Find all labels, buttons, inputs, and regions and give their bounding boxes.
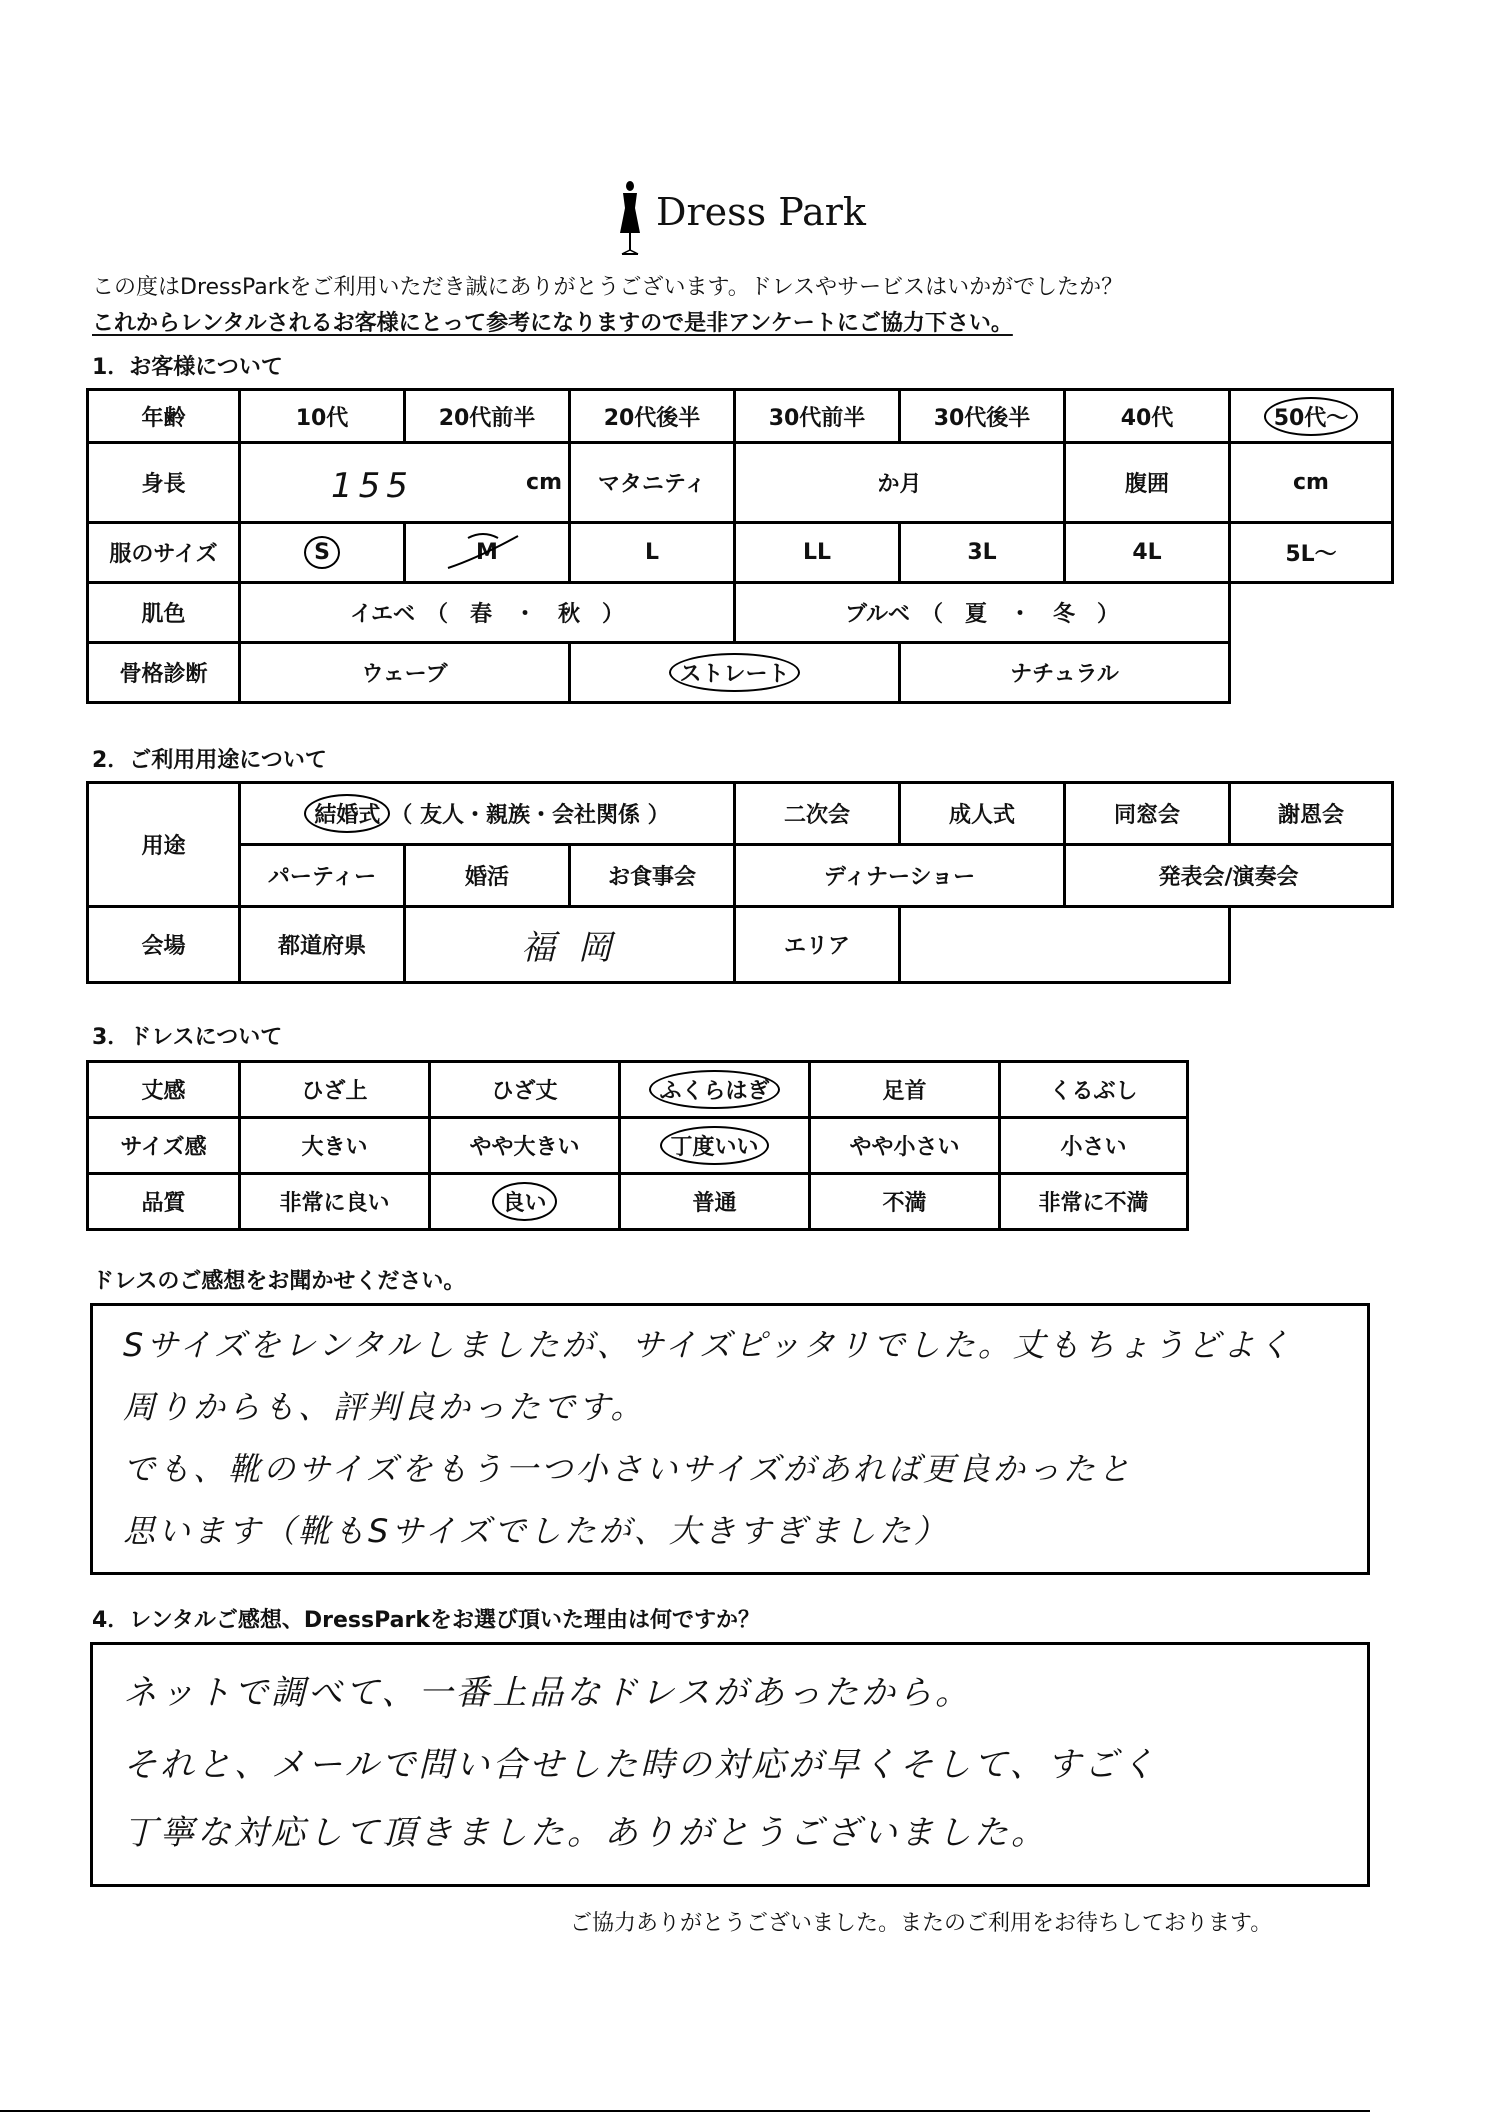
length-option[interactable]: 足首 [810,1062,1000,1118]
dress-comment-line: 思います（靴もSサイズでしたが、大きすぎました） [123,1512,949,1550]
maternity-unit: か月 [877,472,922,497]
age-selected-mark: 50代～ [1264,397,1359,436]
section-3-title: 3．ドレスについて [92,1025,283,1050]
age-option[interactable]: 30代後半 [900,390,1065,443]
maternity-field[interactable] [735,443,1065,523]
dress-comment-line: 周りからも、評判良かったです。 [123,1388,646,1426]
purpose-dosokai[interactable]: 同窓会 [1065,783,1230,845]
section-2-title: 2．ご利用用途について [92,748,327,773]
pref-value: 福 岡 [521,928,618,968]
length-option[interactable]: ひざ丈 [430,1062,620,1118]
quality-option[interactable]: 不満 [810,1174,1000,1230]
height-field[interactable] [240,443,570,523]
purpose-happyo[interactable]: 発表会/演奏会 [1065,845,1393,907]
height-value: 155 [331,466,414,506]
quality-label: 品質 [88,1174,240,1230]
skin-blue[interactable]: ブルベ （ 夏 ・ 冬 ） [735,583,1230,643]
age-option[interactable]: 20代後半 [570,390,735,443]
quality-option[interactable]: 非常に良い [240,1174,430,1230]
pref-field[interactable] [405,907,735,983]
footer-thanks: ご協力ありがとうございました。またのご利用をお待ちしております。 [570,1911,1273,1936]
age-option[interactable]: 20代前半 [405,390,570,443]
age-option[interactable]: 40代 [1065,390,1230,443]
size-option[interactable]: LL [735,523,900,583]
quality-option[interactable]: 普通 [620,1174,810,1230]
waist-unit: cm [1293,470,1329,495]
bone-option[interactable]: ウェーブ [240,643,570,703]
age-label: 年齢 [88,390,240,443]
purpose-shaonkai[interactable]: 謝恩会 [1230,783,1393,845]
age-option[interactable]: 30代前半 [735,390,900,443]
size-option-selected[interactable] [240,523,405,583]
size-option[interactable]: 5L～ [1230,523,1393,583]
fit-option[interactable]: やや大きい [430,1118,620,1174]
dresspark-logo [610,178,870,258]
size-selected-mark: S [304,536,340,569]
purpose-label: 用途 [88,783,240,907]
maternity-label: マタニティ [570,443,735,523]
purpose-shokuji[interactable]: お食事会 [570,845,735,907]
fit-label: サイズ感 [88,1118,240,1174]
dress-comment-title: ドレスのご感想をお聞かせください。 [92,1269,466,1294]
length-label: 丈感 [88,1062,240,1118]
waist-label: 腹囲 [1065,443,1230,523]
fit-option[interactable]: 小さい [1000,1118,1188,1174]
customer-table [86,388,1394,704]
purpose-nijikai[interactable]: 二次会 [735,783,900,845]
purpose-table [86,781,1394,984]
dress-table [86,1060,1189,1231]
bone-label: 骨格診断 [88,643,240,703]
size-option[interactable]: L [570,523,735,583]
skin-label: 肌色 [88,583,240,643]
dress-comment-line: でも、靴のサイズをもう一つ小さいサイズがあれば更良かったと [123,1450,1133,1488]
section-4-title: 4．レンタルご感想、DressParkをお選び頂いた理由は何ですか？ [92,1608,760,1633]
fit-option-selected[interactable] [620,1118,810,1174]
size-option[interactable]: 3L [900,523,1065,583]
length-option[interactable]: くるぶし [1000,1062,1188,1118]
pref-label: 都道府県 [240,907,405,983]
quality-option-selected[interactable] [430,1174,620,1230]
section-1-title: 1．お客様について [92,355,283,380]
dress-comment-line: Sサイズをレンタルしましたが、サイズピッタリでした。丈もちょうどよく [123,1326,1293,1364]
quality-selected-mark: 良い [492,1182,556,1221]
size-option[interactable] [405,523,570,583]
reason-comment-line: それと、メールで問い合せした時の対応が早くそして、すごく [123,1745,1158,1785]
wedding-detail: （ 友人・親族・会社関係 ） [390,803,670,828]
reason-comment-box[interactable] [90,1642,1370,1887]
size-option[interactable]: 4L [1065,523,1230,583]
age-option[interactable]: 10代 [240,390,405,443]
purpose-dinner[interactable]: ディナーショー [735,845,1065,907]
reason-comment-line: ネットで調べて、一番上品なドレスがあったから。 [123,1673,972,1713]
purpose-konkatsu[interactable]: 婚活 [405,845,570,907]
length-selected-mark: ふくらはぎ [649,1070,779,1109]
skin-yellow[interactable]: イエベ （ 春 ・ 秋 ） [240,583,735,643]
reason-comment-line: 丁寧な対応して頂きました。ありがとうございました。 [123,1813,1048,1853]
fit-selected-mark: 丁度いい [660,1126,768,1165]
length-option-selected[interactable] [620,1062,810,1118]
intro-request: これからレンタルされるお客様にとって参考になりますので是非アンケートにご協力下さい。 [92,311,1013,336]
dress-comment-box[interactable] [90,1303,1370,1575]
size-option-label: M [476,540,498,565]
waist-field[interactable] [1230,443,1393,523]
fit-option[interactable]: 大きい [240,1118,430,1174]
size-label: 服のサイズ [88,523,240,583]
height-label: 身長 [88,443,240,523]
intro-text: この度はDressParkをご利用いただき誠にありがとうございます。ドレスやサービスはいかがでしたか？ [92,275,1124,300]
bottom-rule [0,2110,1370,2112]
quality-option[interactable]: 非常に不満 [1000,1174,1188,1230]
dress-form-icon [610,178,650,258]
venue-label: 会場 [88,907,240,983]
bone-option[interactable]: ナチュラル [900,643,1230,703]
bone-selected-mark: ストレート [669,653,799,692]
age-option-selected[interactable] [1230,390,1393,443]
strike-mark [428,528,548,578]
purpose-wedding[interactable] [240,783,735,845]
area-label: エリア [735,907,900,983]
length-option[interactable]: ひざ上 [240,1062,430,1118]
bone-option-selected[interactable] [570,643,900,703]
wedding-selected-mark: 結婚式 [304,794,390,833]
height-unit: cm [526,470,562,495]
purpose-party[interactable]: パーティー [240,845,405,907]
logo-text: Dress Park [656,190,866,234]
area-field[interactable] [900,907,1230,983]
fit-option[interactable]: やや小さい [810,1118,1000,1174]
purpose-seijin[interactable]: 成人式 [900,783,1065,845]
